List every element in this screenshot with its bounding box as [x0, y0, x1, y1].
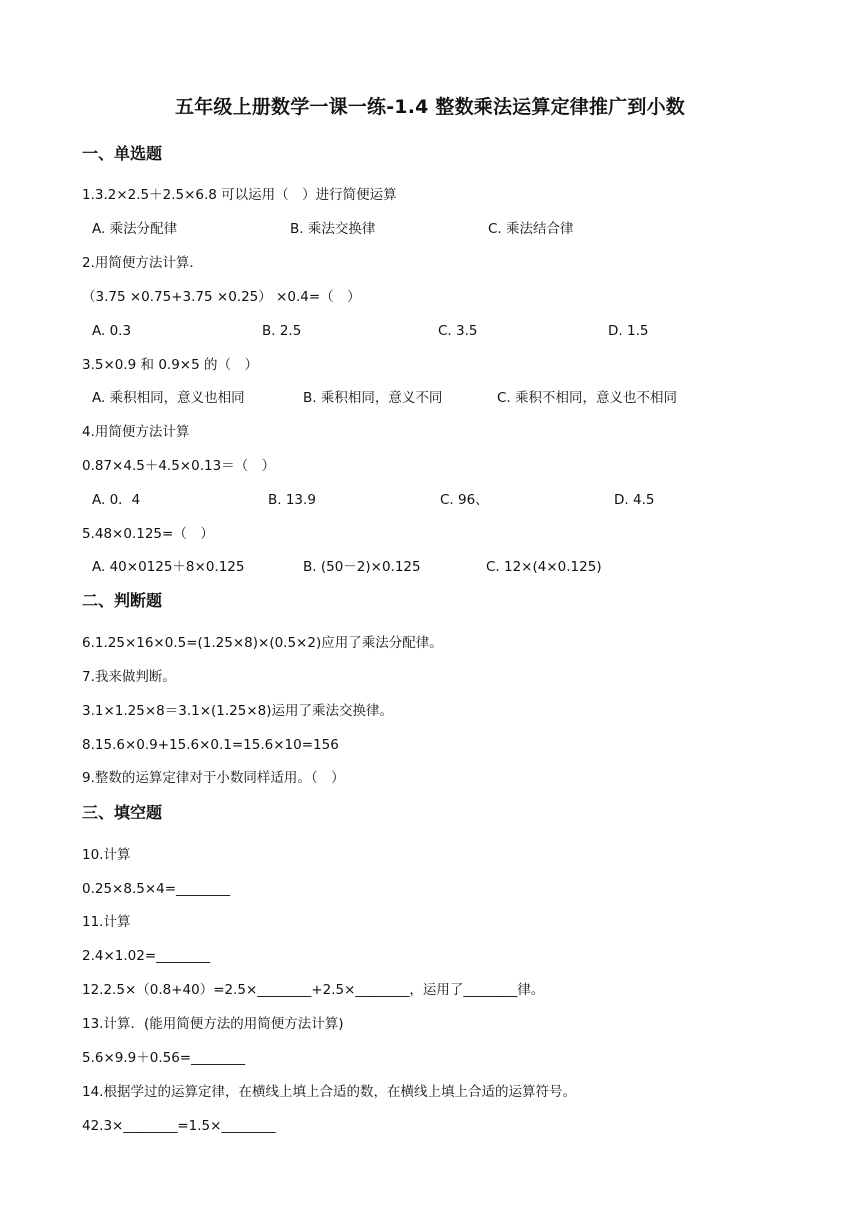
question-2-stem: 2.用简便方法计算. — [82, 255, 194, 271]
question-1-stem: 1.3.2×2.5＋2.5×6.8 可以运用（ ）进行简便运算 — [82, 187, 397, 203]
judge-item-7: 7.我来做判断。 — [82, 669, 176, 685]
question-5-option-a: A. 40×0125＋8×0.125 — [92, 559, 245, 575]
fill-item-14: 14.根据学过的运算定律，在横线上填上合适的数，在横线上填上合适的运算符号。 — [82, 1084, 576, 1100]
question-2-option-b: B. 2.5 — [262, 323, 302, 339]
fill-item-14-expression: 42.3×________=1.5×________ — [82, 1118, 276, 1134]
question-3-option-b: B. 乘积相同，意义不同 — [303, 390, 443, 406]
judge-item-6: 6.1.25×16×0.5=(1.25×8)×(0.5×2)应用了乘法分配律。 — [82, 635, 443, 651]
question-4-option-d: D. 4.5 — [614, 492, 655, 508]
fill-item-10-expression: 0.25×8.5×4=________ — [82, 881, 231, 897]
fill-item-13-expression: 5.6×9.9＋0.56=________ — [82, 1050, 246, 1066]
question-3-stem: 3.5×0.9 和 0.9×5 的（ ） — [82, 357, 258, 373]
fill-item-13: 13.计算．(能用简便方法的用简便方法计算) — [82, 1016, 344, 1032]
judge-item-8: 8.15.6×0.9+15.6×0.1=15.6×10=156 — [82, 737, 339, 753]
question-5-option-b: B. (50－2)×0.125 — [303, 559, 421, 575]
question-2-option-a: A. 0.3 — [92, 323, 132, 339]
question-1-option-b: B. 乘法交换律 — [290, 221, 376, 237]
question-4-option-a: A. 0．4 — [92, 492, 141, 508]
question-2-expression: （3.75 ×0.75+3.75 ×0.25） ×0.4=（ ） — [82, 289, 361, 305]
question-2-option-d: D. 1.5 — [608, 323, 649, 339]
section-heading-single-choice: 一、单选题 — [82, 144, 163, 163]
question-4-option-b: B. 13.9 — [268, 492, 316, 508]
fill-item-11-expression: 2.4×1.02=________ — [82, 948, 211, 964]
section-heading-fill-in: 三、填空题 — [82, 803, 163, 822]
question-4-stem: 4.用简便方法计算 — [82, 424, 190, 440]
question-5-stem: 5.48×0.125=（ ） — [82, 526, 214, 542]
question-3-option-c: C. 乘积不相同，意义也不相同 — [497, 390, 678, 406]
fill-item-12: 12.2.5×（0.8+40）=2.5×________+2.5×________，运用了________律。 — [82, 982, 545, 998]
judge-item-7-statement: 3.1×1.25×8＝3.1×(1.25×8)运用了乘法交换律。 — [82, 703, 394, 719]
fill-item-11: 11.计算 — [82, 914, 131, 930]
fill-item-10: 10.计算 — [82, 847, 131, 863]
section-heading-true-false: 二、判断题 — [82, 591, 163, 610]
judge-item-9: 9.整数的运算定律对于小数同样适用。（ ） — [82, 770, 345, 786]
question-1-option-c: C. 乘法结合律 — [488, 221, 574, 237]
question-1-option-a: A. 乘法分配律 — [92, 221, 178, 237]
question-5-option-c: C. 12×(4×0.125) — [486, 559, 602, 575]
page-title: 五年级上册数学一课一练-1.4 整数乘法运算定律推广到小数 — [175, 96, 685, 118]
question-3-option-a: A. 乘积相同，意义也相同 — [92, 390, 245, 406]
question-4-option-c: C. 96、 — [440, 492, 489, 508]
question-4-expression: 0.87×4.5＋4.5×0.13＝（ ） — [82, 458, 276, 474]
question-2-option-c: C. 3.5 — [438, 323, 478, 339]
